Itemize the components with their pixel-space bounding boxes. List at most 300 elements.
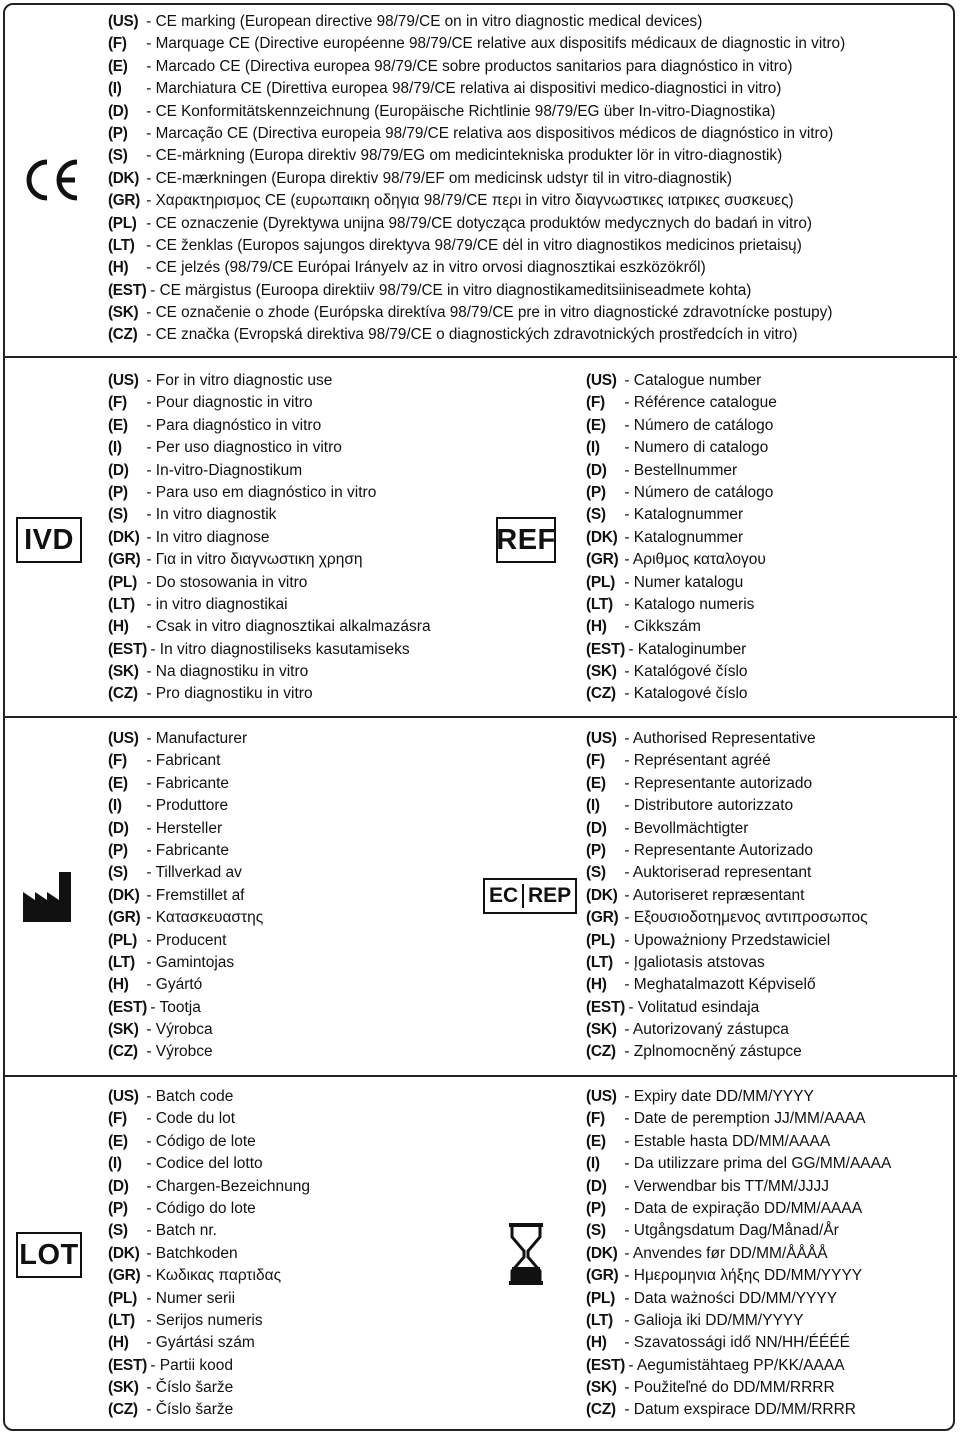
translation-text: - Codice del lotto	[146, 1155, 263, 1173]
language-code: (US)	[586, 372, 617, 389]
translation-line	[586, 795, 868, 817]
translation-line	[586, 1288, 891, 1310]
translation-text: - CE značka (Evropská direktiva 98/79/CE o diagnostických zdravotnických prostředcích in vitro)	[146, 326, 798, 344]
language-code: (EST)	[108, 281, 147, 299]
translation-text: - Použiteľné do DD/MM/RRRR	[624, 1379, 835, 1397]
language-code: (SK)	[108, 1021, 139, 1039]
language-code: (DK)	[108, 1244, 140, 1262]
translation-text: - Výrobce	[146, 1043, 213, 1061]
translation-text: - Data ważności DD/MM/YYYY	[624, 1289, 838, 1307]
translation-text: - CE-märkning (Europa direktiv 98/79/EG om medicintekniska produkter lör in vitro-diagnostik)	[146, 147, 783, 165]
language-code: (H)	[108, 1334, 129, 1352]
language-code: (P)	[108, 483, 128, 501]
language-code: (F)	[586, 752, 605, 770]
language-code: (F)	[108, 35, 127, 53]
language-code: (GR)	[108, 909, 141, 927]
translation-line	[108, 773, 263, 795]
language-code: (F)	[586, 1110, 605, 1128]
translation-line	[108, 1153, 310, 1175]
language-code: (PL)	[586, 1289, 615, 1307]
translation-line	[586, 370, 777, 392]
language-code: (P)	[586, 483, 606, 501]
translation-line	[108, 930, 263, 952]
language-code: (CZ)	[586, 1401, 616, 1419]
translation-text: - Date de peremption JJ/MM/AAAA	[624, 1110, 866, 1128]
ce-translations	[108, 11, 845, 347]
translation-line	[108, 907, 263, 929]
translation-line	[586, 1153, 891, 1175]
translation-line	[108, 11, 845, 33]
translation-line	[586, 572, 777, 594]
translation-line	[108, 750, 263, 772]
translation-text: - Įgaliotasis atstovas	[624, 953, 765, 971]
translation-line	[586, 639, 777, 661]
translation-line	[108, 1377, 310, 1399]
translation-line	[108, 1265, 310, 1287]
translation-text: - Numer serii	[146, 1289, 236, 1307]
translation-line	[108, 392, 431, 414]
translation-text: - Číslo šarže	[146, 1401, 234, 1419]
translation-line	[586, 750, 868, 772]
translation-line	[108, 1086, 310, 1108]
translation-line	[108, 1198, 310, 1220]
translation-text: - Ημερομηνια λήξης DD/MM/YYYY	[624, 1267, 863, 1285]
language-code: (D)	[108, 1177, 129, 1195]
ref-symbol: REF	[496, 517, 556, 563]
translation-text: - Číslo šarže	[146, 1379, 234, 1397]
translation-line	[108, 415, 431, 437]
language-code: (I)	[108, 1155, 122, 1173]
language-code: (D)	[586, 819, 607, 837]
translation-text: - Fremstillet af	[146, 886, 245, 904]
translation-line	[586, 930, 868, 952]
translation-text: - Gyártási szám	[146, 1334, 255, 1352]
translation-text: - Hersteller	[146, 819, 223, 837]
language-code: (LT)	[108, 595, 135, 613]
translation-text: - Número de catálogo	[624, 483, 774, 501]
translation-text: - Batch nr.	[146, 1222, 217, 1240]
translation-text: - Autorizovaný zástupca	[624, 1021, 789, 1039]
language-code: (LT)	[586, 953, 613, 971]
translation-line	[108, 168, 845, 190]
translation-text: - Zplnomocněný zástupce	[624, 1043, 802, 1061]
language-code: (CZ)	[586, 685, 616, 703]
translation-text: - Katalogo numeris	[624, 595, 755, 613]
translation-line	[586, 549, 777, 571]
translation-text: - For in vitro diagnostic use	[146, 372, 333, 389]
translation-text: - Gyártó	[146, 976, 203, 994]
language-code: (PL)	[586, 931, 615, 949]
translation-line	[108, 549, 431, 571]
rep-label: REP	[527, 884, 572, 907]
translation-line	[586, 1198, 891, 1220]
translation-line	[586, 415, 777, 437]
language-code: (DK)	[108, 169, 140, 187]
translation-line	[108, 974, 263, 996]
translation-line	[108, 1041, 263, 1063]
translation-text: - Meghatalmazott Képviselő	[624, 976, 816, 994]
translation-line	[108, 818, 263, 840]
translation-text: - Για in vitro διαγνωστικη χρηση	[146, 551, 363, 569]
translation-text: - Fabricant	[146, 752, 221, 770]
translation-line	[586, 661, 777, 683]
language-code: (I)	[108, 80, 122, 98]
translation-text: - Datum exspirace DD/MM/RRRR	[624, 1401, 856, 1419]
translation-line	[586, 1243, 891, 1265]
translation-line	[108, 728, 263, 750]
language-code: (SK)	[586, 1379, 617, 1397]
translation-text: - Marcação CE (Directiva europeia 98/79/CE relativa aos dispositivos médicos de diagnóstico in vitro)	[146, 124, 834, 142]
language-code: (GR)	[586, 1267, 619, 1285]
section-divider	[3, 356, 957, 358]
language-code: (CZ)	[108, 685, 138, 703]
translation-text: - Chargen-Bezeichnung	[146, 1177, 311, 1195]
translation-text: - Authorised Representative	[624, 730, 816, 747]
translation-line	[108, 101, 845, 123]
translation-line	[586, 952, 868, 974]
language-code: (S)	[586, 864, 606, 882]
language-code: (DK)	[108, 886, 140, 904]
language-code: (E)	[586, 416, 606, 434]
translation-line	[108, 213, 845, 235]
translation-text: - Distributore autorizzato	[624, 797, 794, 815]
translation-text: - In-vitro-Diagnostikum	[146, 461, 303, 479]
translation-text: - Produttore	[146, 797, 229, 815]
language-code: (E)	[108, 1132, 128, 1150]
language-code: (S)	[108, 506, 128, 524]
language-code: (CZ)	[108, 1043, 138, 1061]
language-code: (EST)	[586, 640, 625, 658]
translation-text: - Marcado CE (Directiva europea 98/79/CE sobre productos sanitarios para diagnóstico in vitro)	[146, 57, 793, 75]
translation-line	[108, 460, 431, 482]
language-code: (DK)	[108, 528, 140, 546]
language-code: (D)	[108, 461, 129, 479]
translation-line	[586, 1041, 868, 1063]
language-code: (SK)	[586, 663, 617, 681]
translation-line	[108, 527, 431, 549]
language-code: (EST)	[586, 1356, 625, 1374]
translation-line	[108, 997, 263, 1019]
translation-line	[586, 1108, 891, 1130]
language-code: (US)	[586, 1088, 617, 1105]
translation-line	[108, 1131, 310, 1153]
language-code: (LT)	[586, 595, 613, 613]
translation-text: - Batchkoden	[146, 1244, 238, 1262]
translation-line	[108, 1399, 310, 1421]
language-code: (I)	[108, 797, 122, 815]
ivd-symbol: IVD	[16, 517, 82, 563]
translation-text: - Galioja iki DD/MM/YYYY	[624, 1311, 804, 1329]
language-code: (LT)	[586, 1311, 613, 1329]
language-code: (DK)	[586, 886, 618, 904]
language-code: (S)	[108, 864, 128, 882]
translation-text: - Tillverkad av	[146, 864, 242, 882]
translation-text: - Výrobca	[146, 1021, 213, 1039]
language-code: (P)	[586, 1199, 606, 1217]
translation-text: - Partii kood	[150, 1356, 234, 1374]
translation-text: - Batch code	[146, 1088, 234, 1105]
translation-text: - Cikkszám	[624, 618, 701, 636]
language-code: (D)	[586, 461, 607, 479]
translation-line	[108, 145, 845, 167]
language-code: (US)	[108, 1088, 139, 1105]
language-code: (LT)	[108, 953, 135, 971]
translation-text: - Autoriseret repræsentant	[624, 886, 805, 904]
language-code: (S)	[108, 1222, 128, 1240]
translation-text: - Numer katalogu	[624, 573, 744, 591]
translation-text: - Código do lote	[146, 1199, 256, 1217]
translation-text: - Marquage CE (Directive européenne 98/79/CE relative aux dispositifs médicaux de diagnostic in vitro)	[146, 35, 846, 53]
language-code: (H)	[586, 976, 607, 994]
language-code: (US)	[108, 730, 139, 747]
language-code: (H)	[108, 618, 129, 636]
translation-text: - Do stosowania in vitro	[146, 573, 308, 591]
language-code: (I)	[586, 797, 600, 815]
translation-line	[108, 862, 263, 884]
translation-line	[108, 952, 263, 974]
translation-text: - Catalogue number	[624, 372, 762, 389]
language-code: (E)	[108, 416, 128, 434]
ref-translations	[586, 370, 777, 706]
language-code: (CZ)	[108, 326, 138, 344]
ce-mark-icon	[22, 155, 82, 205]
translation-line	[108, 572, 431, 594]
translation-text: - Csak in vitro diagnosztikai alkalmazásra	[146, 618, 431, 636]
translation-text: - Auktoriserad representant	[624, 864, 812, 882]
language-code: (GR)	[586, 909, 619, 927]
translation-text: - Κατασκευαστης	[146, 909, 264, 927]
translation-line	[108, 56, 845, 78]
translation-text: - In vitro diagnostiliseks kasutamiseks	[150, 640, 410, 658]
language-code: (EST)	[108, 640, 147, 658]
translation-text: - Εξουσιοδοτημενος αντιπροσωπος	[624, 909, 868, 927]
language-code: (D)	[108, 102, 129, 120]
translation-text: - Pro diagnostiku in vitro	[146, 685, 313, 703]
translation-text: - Représentant agréé	[624, 752, 771, 770]
translation-text: - Número de catálogo	[624, 416, 774, 434]
translation-text: - Χαρακτηρισμος CE (ευρωπαικη οδηγια 98/79/CE περι in vitro διαγνωστικες ιατρικες συσκευες)	[146, 192, 794, 210]
translation-line	[108, 1310, 310, 1332]
translation-text: - Para diagnóstico in vitro	[146, 416, 322, 434]
translation-text: - Upoważniony Przedstawiciel	[624, 931, 831, 949]
translation-line	[108, 280, 845, 302]
translation-text: - CE oznaczenie (Dyrektywa unijna 98/79/CE dotycząca produktów medycznych do badań in vitro)	[146, 214, 812, 232]
translation-text: - Producent	[146, 931, 227, 949]
translation-line	[586, 907, 868, 929]
translation-line	[586, 1377, 891, 1399]
translation-text: - Serijos numeris	[146, 1311, 263, 1329]
translation-text: - Pour diagnostic in vitro	[146, 394, 313, 412]
translation-line	[108, 123, 845, 145]
translation-text: - Estable hasta DD/MM/AAAA	[624, 1132, 831, 1150]
factory-icon	[22, 870, 78, 922]
translation-line	[586, 683, 777, 705]
translation-line	[108, 190, 845, 212]
translation-text: - in vitro diagnostikai	[146, 595, 288, 613]
language-code: (E)	[108, 57, 128, 75]
translation-line	[586, 818, 868, 840]
translation-text: - Expiry date DD/MM/YYYY	[624, 1088, 814, 1105]
translation-text: - CE marking (European directive 98/79/CE on in vitro diagnostic medical devices)	[146, 13, 703, 30]
translation-line	[108, 324, 845, 346]
language-code: (E)	[586, 1132, 606, 1150]
translation-text: - Manufacturer	[146, 730, 248, 747]
translation-text: - Na diagnostiku in vitro	[146, 663, 309, 681]
language-code: (GR)	[108, 551, 141, 569]
translation-text: - Αριθμος καταλογου	[624, 551, 766, 569]
translation-line	[586, 997, 868, 1019]
language-code: (GR)	[108, 1267, 141, 1285]
translation-line	[586, 504, 777, 526]
translation-line	[586, 482, 777, 504]
translation-line	[586, 1310, 891, 1332]
translation-line	[108, 437, 431, 459]
ecrep-translations	[586, 728, 868, 1064]
translation-line	[108, 840, 263, 862]
translation-text: - In vitro diagnostik	[146, 506, 277, 524]
language-code: (P)	[108, 841, 128, 859]
translation-line	[108, 1332, 310, 1354]
ec-label: EC	[485, 884, 524, 908]
translation-line	[586, 862, 868, 884]
language-code: (US)	[586, 730, 617, 747]
language-code: (PL)	[586, 573, 615, 591]
language-code: (P)	[108, 124, 128, 142]
translation-text: - Gamintojas	[146, 953, 235, 971]
translation-line	[108, 795, 263, 817]
translation-text: - CE jelzés (98/79/CE Európai Irányelv az in vitro orvosi diagnosztikai eszközökről)	[146, 259, 706, 277]
translation-line	[586, 728, 868, 750]
translation-line	[108, 616, 431, 638]
language-code: (D)	[108, 819, 129, 837]
language-code: (I)	[586, 439, 600, 457]
language-code: (H)	[586, 618, 607, 636]
ivd-translations	[108, 370, 431, 706]
language-code: (D)	[586, 1177, 607, 1195]
translation-line	[108, 370, 431, 392]
language-code: (E)	[586, 774, 606, 792]
translation-line	[108, 33, 845, 55]
translation-line	[586, 974, 868, 996]
translation-line	[108, 661, 431, 683]
expiry-translations	[586, 1086, 891, 1422]
translation-text: - Fabricante	[146, 774, 230, 792]
translation-line	[108, 1176, 310, 1198]
translation-line	[586, 1220, 891, 1242]
translation-line	[586, 885, 868, 907]
translation-line	[586, 392, 777, 414]
translation-text: - Tootja	[150, 998, 201, 1016]
translation-line	[586, 460, 777, 482]
translation-line	[108, 1288, 310, 1310]
translation-text: - Kataloginumber	[628, 640, 747, 658]
translation-text: - Référence catalogue	[624, 394, 777, 412]
translation-text: - Per uso diagnostico in vitro	[146, 439, 342, 457]
translation-line	[586, 1332, 891, 1354]
language-code: (LT)	[108, 236, 135, 254]
translation-line	[108, 302, 845, 324]
language-code: (E)	[108, 774, 128, 792]
language-code: (P)	[108, 1199, 128, 1217]
language-code: (EST)	[108, 1356, 147, 1374]
translation-line	[586, 1399, 891, 1421]
translation-line	[108, 594, 431, 616]
language-code: (SK)	[108, 1379, 139, 1397]
language-code: (I)	[586, 1155, 600, 1173]
translation-text: - Fabricante	[146, 841, 230, 859]
translation-line	[108, 885, 263, 907]
translation-line	[586, 773, 868, 795]
translation-line	[108, 683, 431, 705]
translation-line	[108, 1108, 310, 1130]
translation-text: - Volitatud esindaja	[628, 998, 760, 1016]
translation-text: - Numero di catalogo	[624, 439, 769, 457]
translation-text: - Bevollmächtigter	[624, 819, 749, 837]
translation-text: - Anvendes før DD/MM/ÅÅÅÅ	[624, 1244, 828, 1262]
translation-text: - Szavatossági idő NN/HH/ÉÉÉÉ	[624, 1334, 851, 1352]
translation-line	[586, 594, 777, 616]
language-code: (US)	[108, 372, 139, 389]
translation-text: - Aegumistähtaeg PP/KK/AAAA	[628, 1356, 845, 1374]
translation-text: - Katalognummer	[624, 506, 744, 524]
lot-symbol: LOT	[16, 1232, 82, 1278]
language-code: (S)	[108, 147, 128, 165]
language-code: (GR)	[108, 192, 140, 210]
translation-text: - Marchiatura CE (Direttiva europea 98/79/CE relativa ai dispositivi medico-diagnostici in vitro)	[146, 80, 782, 98]
translation-text: - Katalógové číslo	[624, 663, 748, 681]
language-code: (SK)	[108, 663, 139, 681]
language-code: (DK)	[586, 1244, 618, 1262]
language-code: (PL)	[108, 214, 137, 232]
section-divider	[3, 1075, 957, 1077]
translation-text: - Katalognummer	[624, 528, 744, 546]
translation-text: - In vitro diagnose	[146, 528, 270, 546]
translation-line	[108, 235, 845, 257]
translation-text: - CE Konformitätskennzeichnung (Europäische Richtlinie 98/79/EG über In-vitro-Diagnostika)	[146, 102, 776, 120]
translation-text: - Código de lote	[146, 1132, 256, 1150]
translation-line	[586, 616, 777, 638]
translation-line	[586, 1265, 891, 1287]
translation-line	[108, 1355, 310, 1377]
translation-line	[108, 482, 431, 504]
translation-text: - Code du lot	[146, 1110, 236, 1128]
hourglass-icon	[506, 1222, 546, 1286]
language-code: (P)	[586, 841, 606, 859]
translation-text: - Da utilizzare prima del GG/MM/AAAA	[624, 1155, 892, 1173]
translation-line	[586, 1131, 891, 1153]
language-code: (PL)	[108, 1289, 137, 1307]
language-code: (H)	[108, 976, 129, 994]
language-code: (H)	[108, 259, 129, 277]
language-code: (F)	[108, 394, 127, 412]
section-divider	[3, 716, 957, 718]
language-code: (EST)	[108, 998, 147, 1016]
translation-text: - Κωδικας παρτιδας	[146, 1267, 282, 1285]
language-code: (US)	[108, 13, 139, 30]
translation-line	[586, 840, 868, 862]
translation-line	[108, 504, 431, 526]
translation-text: - Bestellnummer	[624, 461, 738, 479]
language-code: (F)	[108, 752, 127, 770]
translation-text: - Representante autorizado	[624, 774, 813, 792]
language-code: (F)	[108, 1110, 127, 1128]
lot-translations	[108, 1086, 310, 1422]
translation-line	[586, 437, 777, 459]
language-code: (S)	[586, 506, 606, 524]
language-code: (GR)	[586, 551, 619, 569]
translation-text: - Verwendbar bis TT/MM/JJJJ	[624, 1177, 830, 1195]
language-code: (EST)	[586, 998, 625, 1016]
